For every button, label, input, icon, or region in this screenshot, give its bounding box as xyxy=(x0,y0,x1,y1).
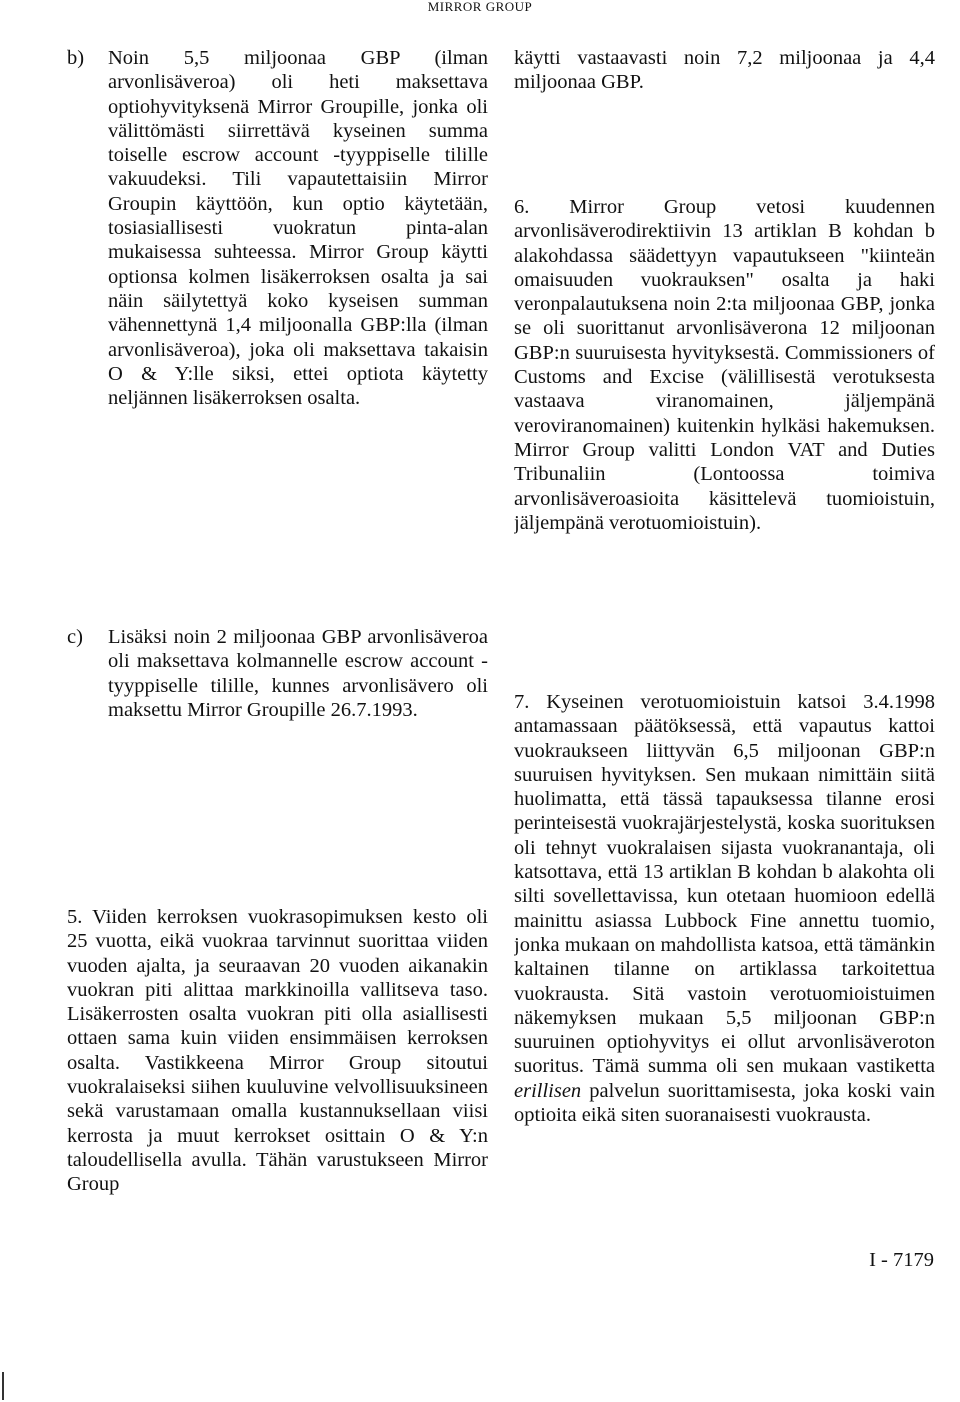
paragraph-7-text-after: palvelun suorittamisesta, joka koski vain optioita eikä siten suoranaisesti vuokrausta. xyxy=(514,1079,935,1127)
page-number: I - 7179 xyxy=(869,1249,934,1271)
item-c-text: Lisäksi noin 2 miljoonaa GBP arvonlisäveroa oli maksettava kolmannelle escrow account -tyyppiselle tilille, kunnes arvonlisävero oli maksettu Mirror Groupille 26.7.1993. xyxy=(108,626,488,721)
continuation-paragraph: käytti vastaavasti noin 7,2 miljoonaa ja 4,4 miljoonaa GBP. xyxy=(514,47,935,94)
paragraph-7 xyxy=(514,690,935,1127)
item-b-text: Noin 5,5 miljoonaa GBP (ilman arvonlisäveroa) oli heti maksettava optiohyvityksenä Mirror Groupille, jonka oli välittömästi siirrettävä kyseinen summa toiselle escrow account -tyyppiselle tilille vakuudeksi. Tili vapautettaisiin Mirror Groupin käyttöön, kun optio käytetään, tosiasiallisesti vuokratun pinta-alan mukaisessa suhteessa. Mirror Group käytti optionsa kolmen lisäkerroksen osalta ja sai näin säilytettyä koko kyseisen summan vähennettynä 1,4 miljoonalla GBP:lla (ilman arvonlisäveroa), joka oli maksettava takaisin O & Y:lle siksi, ettei optiota käytetty neljännen lisäkerroksen osalta. xyxy=(108,47,488,410)
paragraph-7-emphasis: erillisen xyxy=(514,1079,582,1102)
running-header: MIRROR GROUP xyxy=(427,0,533,14)
scan-edge-mark xyxy=(2,1372,4,1400)
item-b-label: b) xyxy=(67,47,85,69)
item-c-label: c) xyxy=(67,626,83,648)
paragraph-7-text-before: 7. Kyseinen verotuomioistuin katsoi 3.4.1998 antamassaan päätöksessä, että vapautus kattoi vuokraukseen liittyvän 6,5 miljoonan GBP:n suuruisen hyvityksen. Sen mukaan nimittäin siitä huolimatta, että tässä tapauksessa tilanne erosi perinteisestä vuokrajärjestelystä, koska suorituksen oli tehnyt vuokralaisen sijasta vuokranantaja, oli katsottava, että 13 artiklan B kohdan b alakohta oli silti sovellettavissa, kun otetaan huomioon edellä mainittu asiassa Lubbock Fine annettu tuomio, jonka mukaan on mahdollista katsoa, että tämänkin kaltainen tilanne on artiklassa tarkoitettua vuokrausta. Sitä vastoin verotuomioistuimen näkemyksen mukaan 5,5 miljoonan GBP:n suuruinen optiohyvitys ei ollut arvonlisäveroton suoritus. Tämä summa oli sen mukaan vastiketta xyxy=(514,691,935,1078)
paragraph-6: 6. Mirror Group vetosi kuudennen arvonlisäverodirektiivin 13 artiklan B kohdan b alakohdassa säädettyyn vapautukseen "kiinteän omaisuuden vuokrauksen" osalta ja haki veronpalautuksena noin 2:ta miljoonaa GBP, jonka se oli suorittanut arvonlisäverona 12 miljoonan GBP:n suuruisesta hyvityksestä. Commissioners of Customs and Excise (välillisestä verotuksesta vastaava viranomainen, jäljempänä veroviranomainen) kuitenkin hylkäsi hakemuksen. Mirror Group valitti London VAT and Duties Tribunaliin (Lontoossa toimiva arvonlisäveroasioita käsittelevä tuomioistuin, jäljempänä verotuomioistuin). xyxy=(514,196,935,534)
paragraph-5: 5. Viiden kerroksen vuokrasopimuksen kesto oli 25 vuotta, eikä vuokraa tarvinnut suorittaa viiden vuoden ajalta, ja seuraavan 20 vuoden aikanakin vuokran piti alittaa markkinoilla vallitseva taso. Lisäkerrosten osalta vuokran piti olla asiallisesti ottaen sama kuin viiden ensimmäisen kerroksen osalta. Vastikkeena Mirror Group sitoutui vuokralaiseksi siihen kuuluvine velvollisuuksineen sekä varustamaan omalla kustannuksellaan viisi kerrosta ja muut kerrokset osittain O & Y:n taloudellisella avulla. Tähän varustukseen Mirror Group xyxy=(67,906,488,1196)
